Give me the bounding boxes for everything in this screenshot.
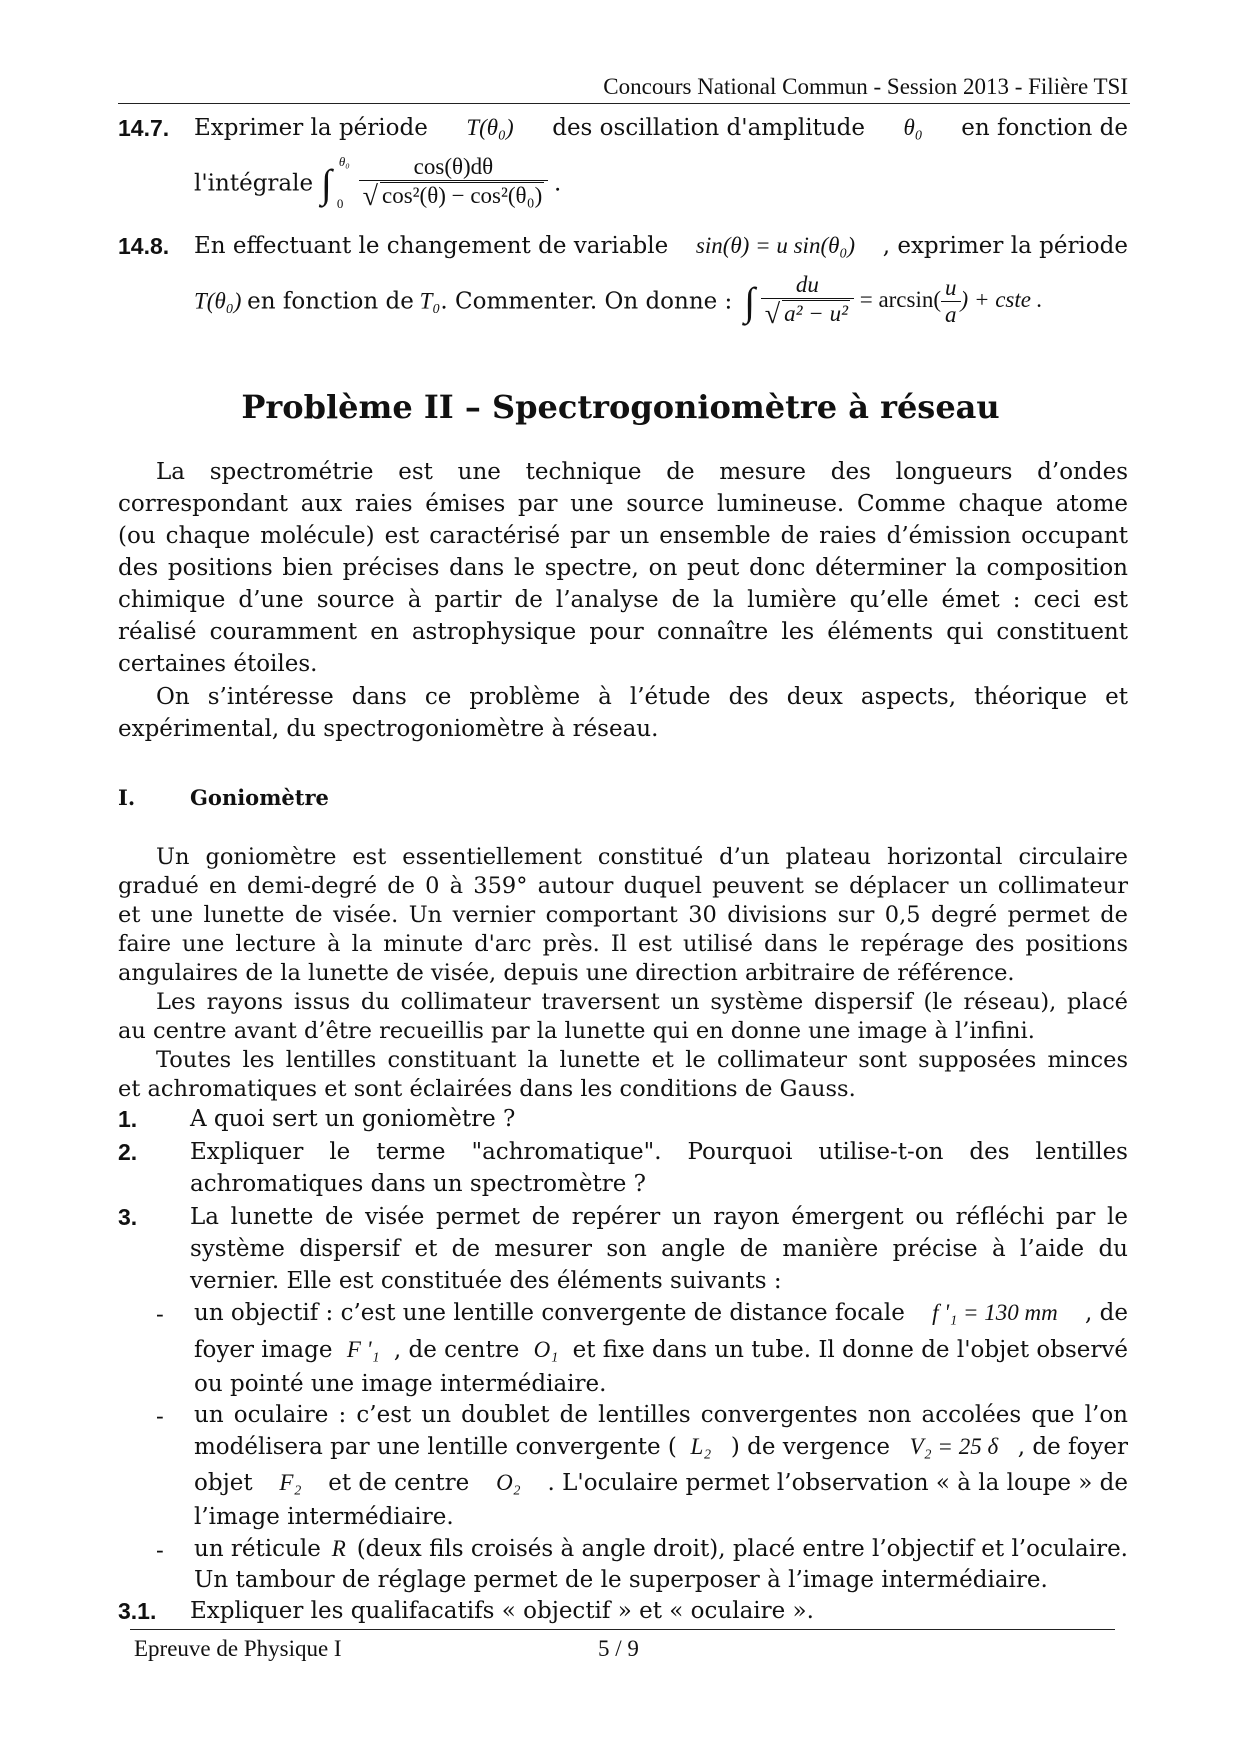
gonio-p1-line-3: et une lunette de visée. Un vernier comportant 30 divisions sur 0,5 degré permet de <box>118 902 1128 928</box>
q14-8-given-rhs-num: u <box>945 275 957 300</box>
q14-8-line1 <box>194 232 1128 260</box>
gonio-p3-line-2: et achromatiques et sont éclairées dans les conditions de Gauss. <box>118 1076 856 1102</box>
intro-line-1: La spectrométrie est une technique de mesure des longueurs d’ondes <box>156 459 1128 485</box>
question-number-3: 3. <box>118 1204 138 1230</box>
q14-8-given-rhs-den: a <box>941 301 961 328</box>
bullet-dash-3: - <box>156 1538 164 1564</box>
intro-p2-line-2: expérimental, du spectrogoniomètre à réseau. <box>118 716 659 742</box>
question-number-1: 1. <box>118 1106 138 1132</box>
q14-7-line2 <box>194 154 561 213</box>
question-1-text: A quoi sert un goniomètre ? <box>190 1106 516 1132</box>
q14-7-lower-bound: 0 <box>336 195 344 211</box>
bullet-1-text-d: , de centre <box>393 1337 520 1363</box>
focal-length-formula: f '₁ = 130 mm <box>932 1300 1058 1325</box>
header-rule <box>118 103 1130 104</box>
problem-title: Problème II – Spectrogoniomètre à réseau <box>241 388 1000 426</box>
section-number: I. <box>118 785 136 810</box>
question-3-1-text: Expliquer les qualifacatifs « objectif » et « oculaire ». <box>190 1598 814 1624</box>
intro-line-7: certaines étoiles. <box>118 651 318 677</box>
bullet-dash-2: - <box>156 1404 164 1430</box>
q14-8-period-symbol: T(θ₀) <box>194 288 242 314</box>
reticle-R-symbol: R <box>331 1536 346 1561</box>
question-number-3-1: 3.1. <box>118 1598 157 1624</box>
q14-8-given-rhs-a: = arcsin( <box>859 286 942 312</box>
q14-8-given-formula: ∫ $\frac{du}{\text{√ a² − u²}}$ = arcsin( $\frac{u}{a}$ ) + cste . <box>744 272 1043 330</box>
page-header: Concours National Commun - Session 2013 - Filière TSI <box>603 74 1128 99</box>
center-O2-symbol: O₂ <box>496 1470 521 1495</box>
bullet-2-text-c: , de foyer <box>1017 1434 1128 1460</box>
gonio-p1-line-1: Un goniomètre est essentiellement constitué d’un plateau horizontal circulaire <box>156 844 1128 870</box>
gonio-p2-line-1: Les rayons issus du collimateur traversent un système dispersif (le réseau), placé <box>156 989 1128 1015</box>
q14-7-integral-label: l'intégrale <box>194 170 314 197</box>
bullet-2-text-e: et de centre <box>328 1470 470 1496</box>
bullet-2-text-d: objet <box>194 1470 253 1496</box>
bullet-2-text-f: . L'oculaire permet l’observation « à la loupe » de <box>547 1470 1128 1496</box>
q14-7-text-c: en fonction de <box>961 115 1128 141</box>
intro-p2-line-1: On s’intéresse dans ce problème à l’étude des deux aspects, théorique et <box>156 684 1128 710</box>
image-focus-symbol: F '₁ <box>346 1337 380 1362</box>
bullet-2-line-1: un oculaire : c’est un doublet de lentilles convergentes non accolées que l’on <box>194 1402 1128 1428</box>
footer-title: Epreuve de Physique I <box>134 1636 342 1661</box>
q14-8-text-d: . Commenter. On donne : <box>440 288 733 315</box>
gonio-p1-line-2: gradué en demi-degré de 0 à 359° autour duquel peuvent se déplacer un collimateur <box>118 873 1128 899</box>
q14-8-integral-sign: ∫ <box>744 278 756 324</box>
q14-7-period-symbol: T(θ₀) <box>466 115 514 140</box>
q14-7-period-end: . <box>554 170 562 197</box>
q14-7-text-b: des oscillation d'amplitude <box>552 115 865 141</box>
vergence-formula: V₂ = 25 δ <box>909 1434 999 1459</box>
question-number-14-8: 14.8. <box>118 233 170 259</box>
q14-8-text-a: En effectuant le changement de variable <box>194 233 669 259</box>
q14-8-text-b: , exprimer la période <box>882 233 1128 259</box>
bullet-2-line-2 <box>194 1433 1128 1461</box>
q14-7-integral-sign: ∫ θ₀ 0 <box>320 153 350 211</box>
bullet-1-line-2 <box>194 1336 1128 1364</box>
question-2-line-2: achromatiques dans un spectromètre ? <box>190 1171 646 1197</box>
q14-7-integrand-denominator: cos²(θ) − cos²(θ₀) <box>381 183 543 208</box>
q14-8-T0-symbol: T₀ <box>419 288 441 314</box>
question-number-2: 2. <box>118 1139 138 1165</box>
gonio-p2-line-2: au centre avant d’être recueillis par la lunette qui en donne une image à l’infini. <box>118 1018 1035 1044</box>
q14-7-theta0-symbol: θ₀ <box>903 115 923 140</box>
q14-7-text-a: Exprimer la période <box>194 115 428 141</box>
section-title: Goniomètre <box>190 785 329 810</box>
q14-8-line2 <box>194 272 1042 331</box>
question-2-line-1: Expliquer le terme "achromatique". Pourquoi utilise-t-on des lentilles <box>190 1139 1128 1165</box>
q14-8-text-c: en fonction de <box>247 288 414 315</box>
question-3-line-2: système dispersif et de mesurer son angle de manière précise à l’aide du <box>190 1236 1128 1262</box>
q14-7-integrand: $\frac{\cos(\theta)d\theta}{\text{√ cos²(θ) − cos²(θ₀)}}$ <box>359 154 549 213</box>
intro-line-2: correspondant aux raies émises par une source lumineuse. Comme chaque atome <box>118 491 1128 517</box>
bullet-1-line-3: ou pointé une image intermédiaire. <box>194 1371 607 1397</box>
bullet-1-line-1 <box>194 1299 1128 1327</box>
footer-rule <box>130 1629 1115 1630</box>
bullet-1-text-a: un objectif : c’est une lentille convergente de distance focale <box>194 1300 905 1326</box>
bullet-dash-1: - <box>156 1302 164 1328</box>
q14-8-given-rhs-b: ) + cste . <box>960 286 1043 312</box>
bullet-3-text-b: (deux fils croisés à angle droit), placé entre l’objectif et l’oculaire. <box>356 1536 1128 1562</box>
q14-7-line1 <box>194 114 1128 142</box>
lens-L2-symbol: L₂ <box>690 1434 712 1459</box>
gonio-p1-line-5: angulaires de la lunette de visée, depuis une direction arbitraire de référence. <box>118 960 1015 986</box>
bullet-1-text-e: et fixe dans un tube. Il donne de l'objet observé <box>572 1337 1128 1363</box>
bullet-3-line-1 <box>194 1535 1128 1563</box>
object-focus-F2-symbol: F₂ <box>279 1470 302 1495</box>
bullet-2-text-b: ) de vergence <box>730 1434 891 1460</box>
bullet-2-line-4: l’image intermédiaire. <box>194 1504 454 1530</box>
gonio-p3-line-1: Toutes les lentilles constituant la lunette et le collimateur sont supposées minces <box>156 1047 1128 1073</box>
intro-line-5: chimique d’une source à partir de l’analyse de la lumière qu’elle émet : ceci est <box>118 587 1128 613</box>
bullet-2-text-a: modélisera par une lentille convergente ( <box>194 1434 677 1460</box>
q14-8-given-denominator: a² − u² <box>784 301 848 326</box>
intro-line-4: des positions bien précises dans le spectre, on peut donc déterminer la composition <box>118 555 1128 581</box>
bullet-3-text-a: un réticule <box>194 1536 321 1562</box>
question-3-line-1: La lunette de visée permet de repérer un rayon émergent ou réfléchi par le <box>190 1204 1128 1230</box>
bullet-1-text-c: foyer image <box>194 1337 333 1363</box>
q14-7-integrand-numerator: cos(θ)dθ <box>413 154 494 179</box>
q14-8-given-numerator: du <box>795 272 819 297</box>
question-number-14-7: 14.7. <box>118 115 170 141</box>
page-number: 5 / 9 <box>598 1636 639 1661</box>
center-O1-symbol: O₁ <box>533 1337 559 1362</box>
intro-line-3: (ou chaque molécule) est caractérisé par un ensemble de raies d’émission occupant <box>118 523 1128 549</box>
q14-8-change-variable: sin(θ) = u sin(θ₀) <box>695 233 856 258</box>
bullet-1-text-b: , de <box>1085 1300 1128 1326</box>
bullet-2-line-3 <box>194 1469 1128 1497</box>
question-3-line-3: vernier. Elle est constituée des éléments suivants : <box>190 1268 782 1294</box>
bullet-3-line-2: Un tambour de réglage permet de le superposer à l’image intermédiaire. <box>194 1567 1048 1593</box>
q14-7-upper-bound: θ₀ <box>338 153 350 169</box>
intro-line-6: réalisé couramment en astrophysique pour connaître les éléments qui constituent <box>118 619 1128 645</box>
gonio-p1-line-4: faire une lecture à la minute d'arc près. Il est utilisé dans le repérage des positions <box>118 931 1128 957</box>
